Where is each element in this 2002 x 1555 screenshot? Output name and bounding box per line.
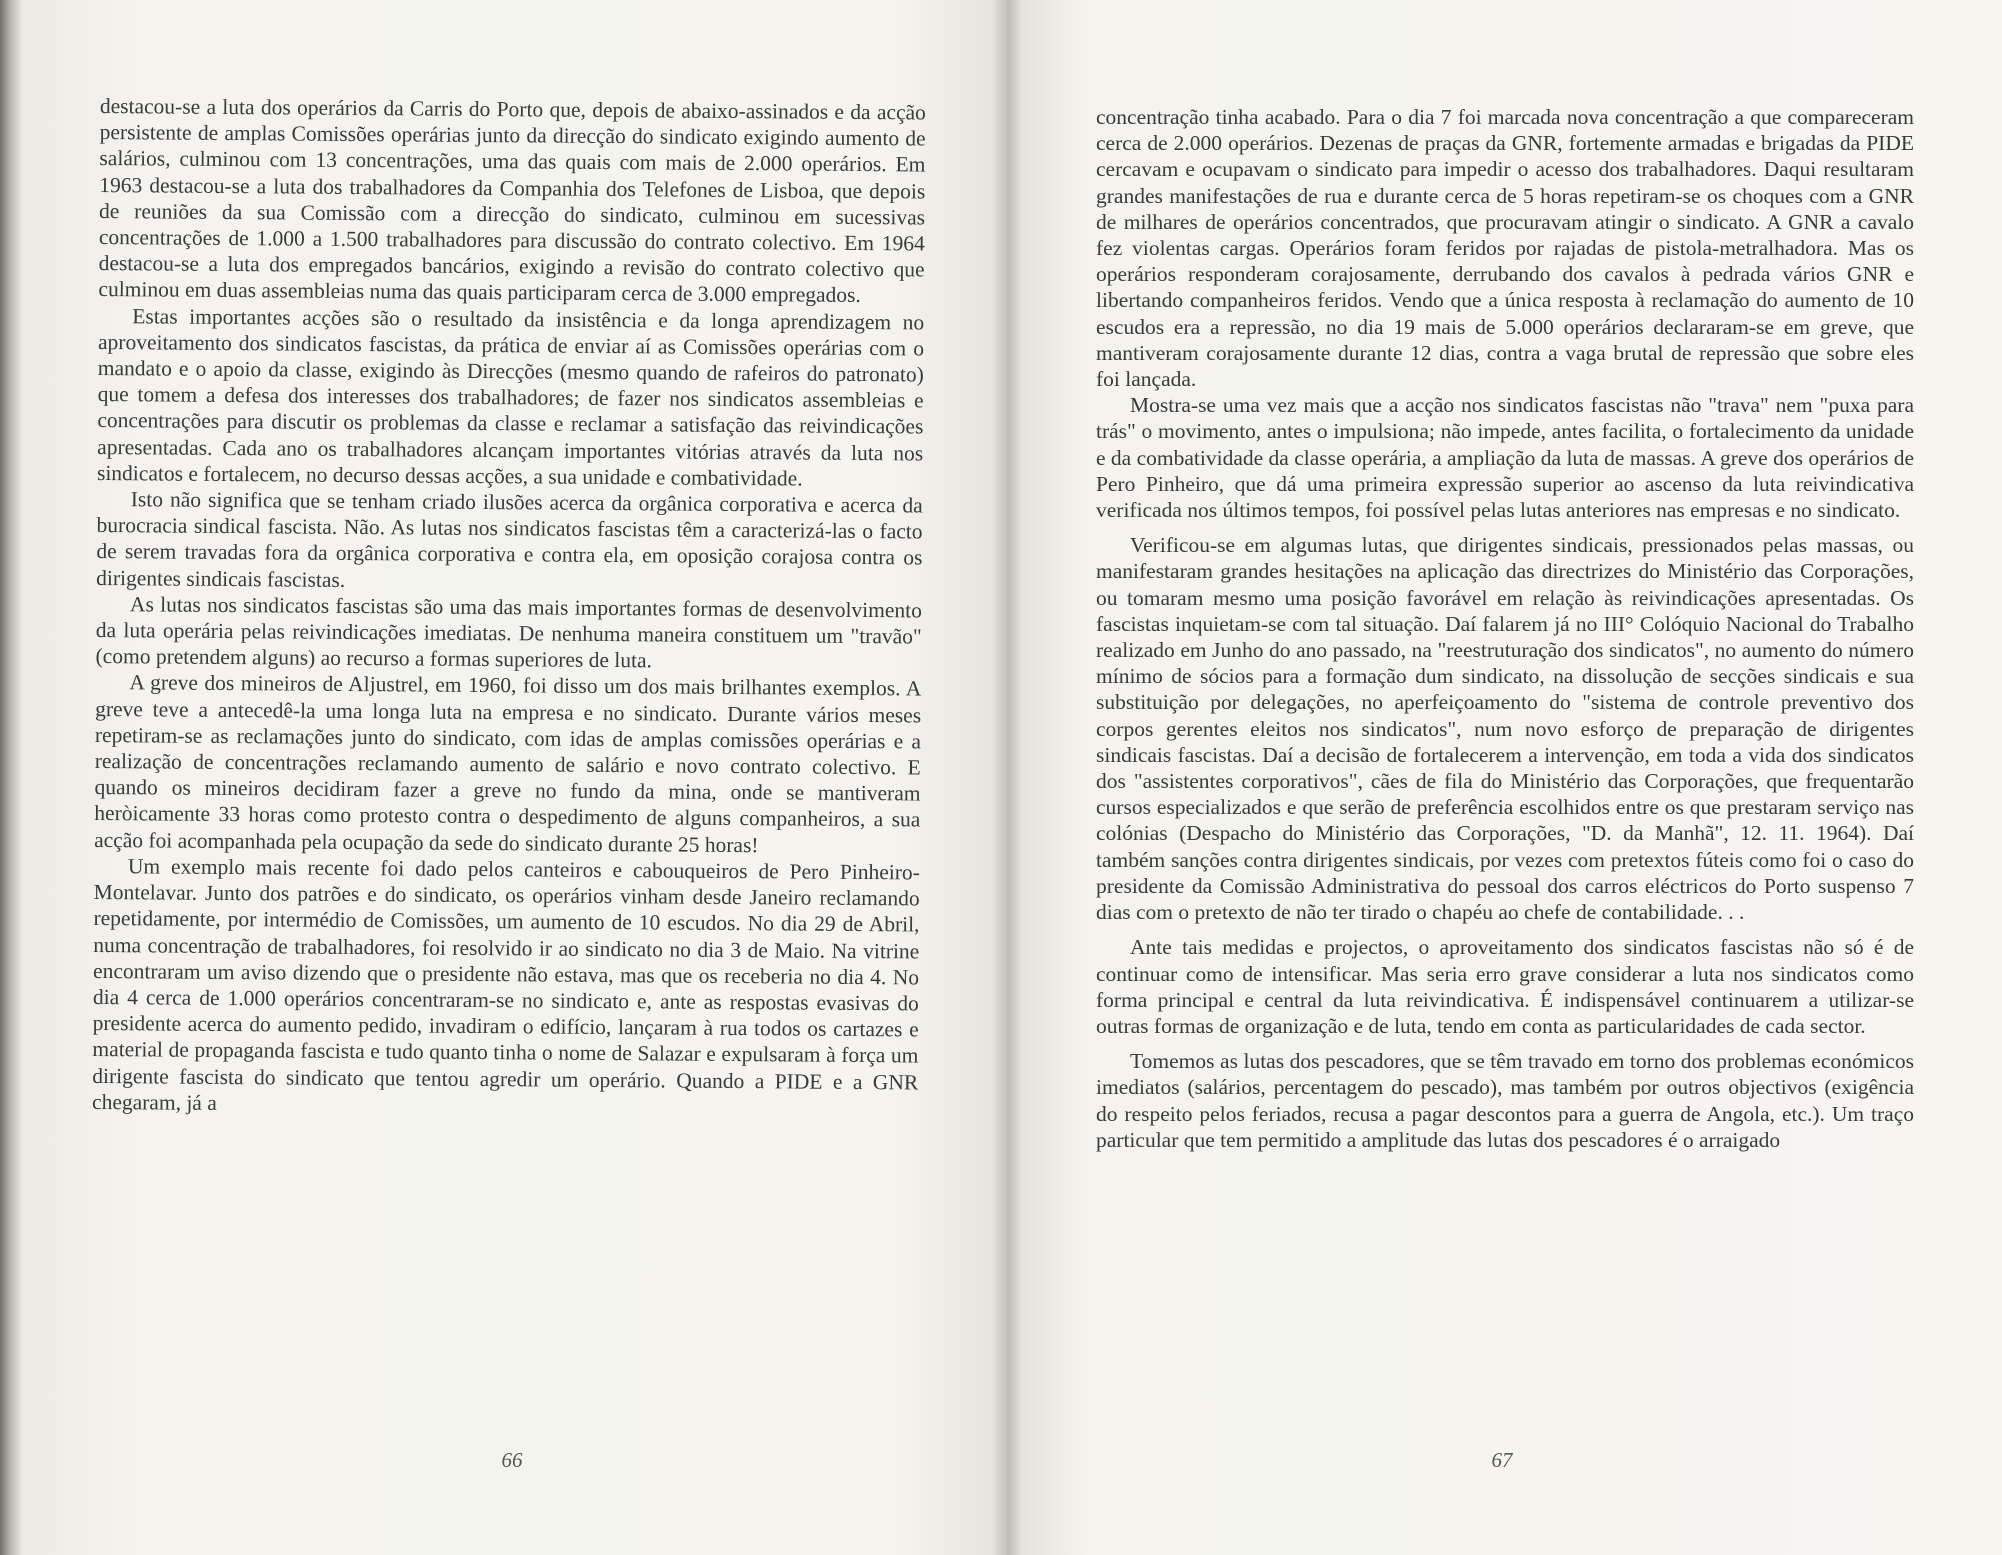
left-paragraph-3: Isto não significa que se tenham criado ilusões acerca da orgânica corporativa e acerca da burocracia sindical fascista. Não. As lutas nos sindicatos fascistas têm a caracterizá-las o facto de serem travadas fora da orgânica corporativa e contra ela, em oposição corajosa contra os dirigentes sindicais fascistas.: [96, 487, 923, 592]
right-paragraph-2: Mostra-se uma vez mais que a acção nos sindicatos fascistas não "trava" nem "puxa para trás" o movimento, antes o impulsiona; não impede, antes facilita, o fortalecimento da unidade e da combatividade da classe operária, a ampliação da luta de massas. A greve dos operários de Pero Pinheiro, que dá uma primeira expressão superior ao ascenso da luta reivindicativa verificada nos últimos tempos, foi possível pelas lutas anteriores nas empresas e no sindicato.: [1096, 393, 1914, 523]
left-paragraph-2: Estas importantes acções são o resultado da insistência e da longa aprendizagem no aproveitamento dos sindicatos fascistas, da prática de enviar aí as Comissões operárias com o mandato e o apoio da classe, exigindo às Direcções (mesmo quando de rafeiros do patronato) que tomem a defesa dos interesses dos trabalhadores; de fazer nos sindicatos assembleias e concentrações para discutir os problemas da classe e reclamar a satisfação das reivindicações apresentadas. Cada ano os trabalhadores alcançam importantes vitórias através da luta nos sindicatos e fortalecem, no decurso dessas acções, a sua unidade e combatividade.: [96, 303, 925, 491]
right-paragraph-5: Tomemos as lutas dos pescadores, que se têm travado em torno dos problemas económicos imediatos (salários, percentagem do pescado), mas também por outros objectivos (exigência do respeito pelos feriados, recusa a pagar descontos para a guerra de Angola, etc.). Um traço particular que tem permitido a amplitude das lutas dos pescadores é o arraigado: [1096, 1049, 1914, 1152]
left-paragraph-4: As lutas nos sindicatos fascistas são uma das mais importantes formas de desenvolvimento da luta operária pelas reivindicações imediatas. De nenhuma maneira constituem um "travão" (como pretendem alguns) ao recurso a formas superiores de luta.: [95, 592, 923, 673]
right-paragraph-4: Ante tais medidas e projectos, o aproveitamento dos sindicatos fascistas não só é de continuar como de intensificar. Mas seria erro grave considerar a luta nos sindicatos como forma principal e central da luta reivindicativa. É indispensável continuarem a utilizar-se outras formas de organização e de luta, tendo em conta as particularidades de cada sector.: [1096, 935, 1914, 1038]
left-paragraph-6: Um exemplo mais recente foi dado pelos canteiros e cabouqueiros de Pero Pinheiro-Montelavar. Junto dos patrões e do sindicato, os operários vinham desde Janeiro reclamando repetidamente, por intermédio de Comissões, um aumento de 10 escudos. No dia 29 de Abril, numa concentração de trabalhadores, foi resolvido ir ao sindicato no dia 3 de Maio. Na vitrine encontraram um aviso dizendo que o presidente não estava, mas que os receberia no dia 4. No dia 4 cerca de 1.000 operários concentraram-se no sindicato e, ante as respostas evasivas do presidente acerca do aumento pedido, invadiram o edifício, lançaram à rua todos os cartazes e material de propaganda fascista e tudo quanto tinha o nome de Salazar e expulsaram à força um dirigente fascista do sindicato que tentou agredir um operário. Quando a PIDE e a GNR chegaram, já a: [91, 854, 920, 1115]
right-paragraph-3: Verificou-se em algumas lutas, que dirigentes sindicais, pressionados pelas massas, ou manifestaram grandes hesitações na aplicação das directrizes do Ministério das Corporações, ou tomaram mesmo uma posição favorável em relação às reivindicações apresentadas. Os fascistas inquietam-se com tal situação. Daí falarem já no III° Colóquio Nacional do Trabalho realizado em Junho do ano passado, na "reestruturação dos sindicatos", no aumento do número mínimo de sócios para a formação dum sindicato, na dissolução de secções sindicais e sua substituição por delegações, no aperfeiçoamento do "sistema de controle preventivo dos corpos gerentes eleitos nos sindicatos", num novo esforço de preparação de dirigentes sindicais fascistas. Daí a decisão de fortalecerem a intervenção, em toda a vida dos sindicatos dos "assistentes corporativos", cães de fila do Ministério das Corporações, que frequentarão cursos especializados e que serão de preferência escolhidos entre os que prestaram serviço nas colónias (Despacho do Ministério das Corporações, "D. da Manhã", 12. 11. 1964). Daí também sanções contra dirigentes sindicais, por vezes com pretextos fúteis como foi o caso do presidente da Comissão Administrativa do pessoal dos carros eléctricos do Porto suspenso 7 dias com o pretexto de não ter tirado o chapéu ao chefe de contabilidade. . .: [1096, 533, 1914, 925]
book-binding-edge: [0, 0, 22, 1555]
right-paragraph-1: concentração tinha acabado. Para o dia 7 foi marcada nova concentração a que compareceram cerca de 2.000 operários. Dezenas de praças da GNR, fortemente armadas e brigadas da PIDE cercavam e ocupavam o sindicato para impedir o acesso dos trabalhadores. Daqui resultaram grandes manifestações de rua e durante cerca de 5 horas repetiram-se os choques com a GNR de milhares de operários concentrados, que procuravam atingir o sindicato. A GNR a cavalo fez violentas cargas. Operários foram feridos por rajadas de pistola-metralhadora. Mas os operários responderam corajosamente, derrubando dos cavalos à pedrada vários GNR e libertando companheiros feridos. Vendo que a única resposta à reclamação do aumento de 10 escudos era a repressão, no dia 19 mais de 5.000 operários declararam-se em greve, que mantiveram corajosamente durante 12 dias, contra a vaga brutal de repressão que sobre eles foi lançada.: [1096, 105, 1914, 392]
left-paragraph-1: destacou-se a luta dos operários da Carris do Porto que, depois de abaixo-assinados e da acção persistente de amplas Comissões operárias junto da direcção do sindicato exigindo aumento de salários, culminou com 13 concentrações, uma das quais com mais de 2.000 operários. Em 1963 destacou-se a luta dos trabalhadores da Companhia dos Telefones de Lisboa, que depois de reuniões da sua Comissão com a direcção do sindicato, culminou em sucessivas concentrações de 1.000 a 1.500 trabalhadores para discussão do contrato colectivo. Em 1964 destacou-se a luta dos empregados bancários, exigindo a revisão do contrato colectivo que culminou em duas assembleias numa das quais participaram cerca de 3.000 empregados.: [98, 93, 926, 308]
right-page-text: [1096, 104, 1914, 1153]
left-page-text: [92, 93, 926, 1121]
page-gutter: [992, 0, 1022, 1555]
right-page-number: 67: [1491, 1448, 1513, 1472]
left-page-number: 66: [501, 1448, 523, 1472]
left-paragraph-5: A greve dos mineiros de Aljustrel, em 1960, foi disso um dos mais brilhantes exemplos. A greve teve a antecedê-la uma longa luta na empresa e no sindicato. Durante vários meses repetiram-se as reclamações junto do sindicato, com idas de amplas comissões operárias e a realização de concentrações reclamando aumento de salário e novo contrato colectivo. E quando os mineiros decidiram fazer a greve no fundo da mina, onde se mantiveram heròicamente 33 horas como protesto contra o despedimento de alguns companheiros, a sua acção foi acompanhada pela ocupação da sede do sindicato durante 25 horas!: [94, 670, 922, 857]
